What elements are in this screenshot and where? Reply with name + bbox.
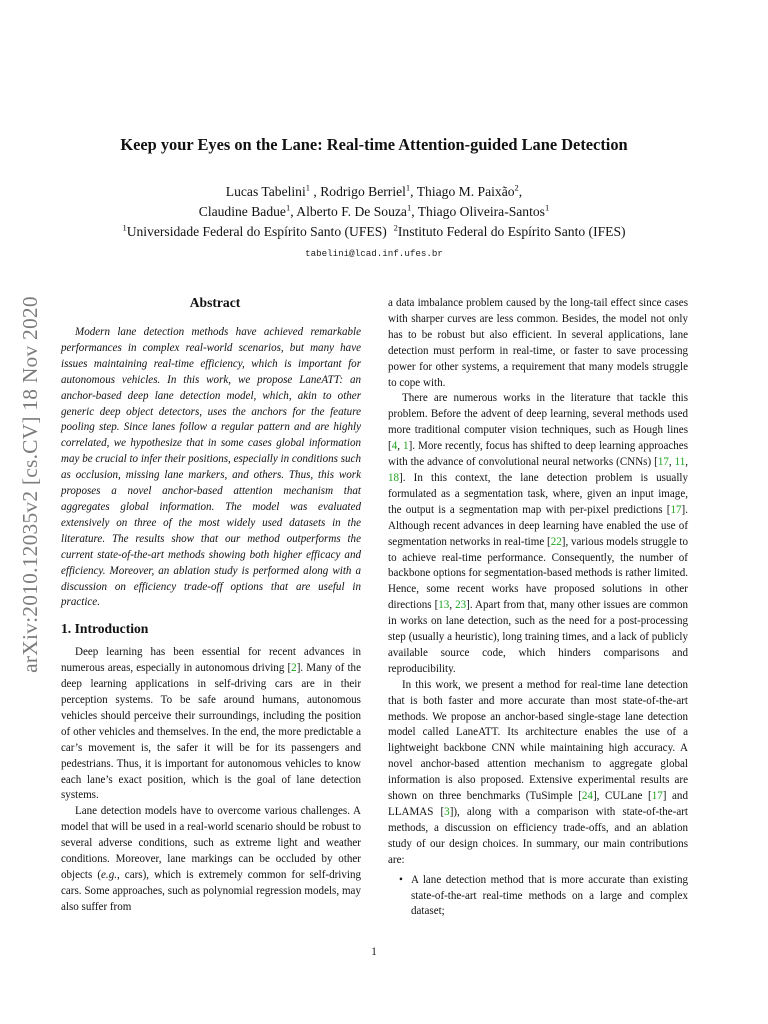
citation-link[interactable]: 17 (657, 456, 669, 469)
author-separator: , (290, 204, 297, 219)
affiliation-mark: 1 (285, 202, 291, 213)
citation-link[interactable]: 24 (581, 790, 593, 803)
right-column (388, 296, 688, 920)
contribution-item (388, 873, 688, 921)
intro-paragraph-3: a data imbalance problem caused by the long-tail effect since cases with sharper curves are less common. Besides, the model not only has to be robust but also efficient. In several applications, lane detection must perform in real-time, or faster to save processing power for other systems, a requirement that many models struggle to cope with. (388, 297, 688, 389)
intro-p2-text-a: Lane detection models have to overcome various challenges. A model that will be used in a real-world scenario should be robust to several adverse conditions, such as extreme light and weather conditions. Moreover, lane markings can be occluded by other objects ( (61, 805, 361, 881)
citation-link[interactable]: 4 (391, 440, 398, 453)
intro-p2-eg: e.g. (101, 869, 117, 881)
paper-title: Keep your Eyes on the Lane: Real-time Attention-guided Lane Detection (120, 135, 628, 154)
author-name: Rodrigo Berriel (320, 184, 406, 199)
author-email[interactable]: tabelini@lcad.inf.ufes.br (305, 248, 443, 259)
page-number: 1 (371, 946, 377, 958)
bullet-dot: • (399, 873, 403, 886)
contribution-text: A lane detection method that is more accurate than existing state-of-the-art real-time methods on a large and complex dataset; (411, 873, 688, 918)
citation-link[interactable]: 1 (403, 440, 409, 453)
intro-paragraph-5: In this work, we present a method for real-time lane detection that is both faster and more accurate than most state-of-the-art methods. We propose an anchor-based single-stage lane detection model called LaneATT. Its architecture enables the use of a lightweight backbone CNN while maintaining high accuracy. A novel anchor-based attention mechanism to aggregate global information is also proposed. Extensive experimental results are shown on three benchmarks (TuSimple [24], CULane [17] and LLAMAS [3]), along with a comparison with state-of-the-art methods, a discussion on efficiency trade-offs, and an ablation study of our design choices. In summary, our main contributions are: (388, 678, 688, 866)
author-block (60, 182, 688, 242)
arxiv-identifier-stamp (10, 272, 50, 696)
arxiv-id-text: arXiv:2010.12035v2 [cs.CV] 18 Nov 2020 (17, 295, 42, 673)
abstract-text: Modern lane detection methods have achieved remarkable performances in complex real-world scenarios, but many have issues maintaining real-time efficiency, which is important for autonomous vehicles. In this work, we propose LaneATT: an anchor-based deep lane detection model, which, akin to other generic deep object detectors, uses the anchors for the feature pooling step. Since lanes follow a regular pattern and are highly correlated, we hypothesize that in some cases global information may be crucial to infer their positions, especially in conditions such as occlusion, missing lane markers, and others. Thus, this work proposes a novel anchor-based attention mechanism that aggregates global information. The model was evaluated extensively on three of the most widely used datasets in the literature. The results show that our method outperforms the current state-of-the-art methods showing both higher efficacy and efficiency. Moreover, an ablation study is performed along with a discussion on efficiency trade-off options that are useful in practice. (61, 326, 361, 609)
contributions-list (388, 873, 688, 921)
abstract-heading: Abstract (189, 295, 241, 310)
citation-link[interactable]: 2 (291, 662, 297, 675)
affiliation-mark: 2 (393, 222, 398, 233)
citation-link[interactable]: 22 (550, 535, 562, 548)
affiliation-mark: 2 (514, 182, 519, 193)
affiliation-mark: 1 (405, 182, 411, 193)
citation-link[interactable]: 18 (388, 471, 400, 484)
author-name: Claudine Badue (198, 204, 286, 219)
section-heading-introduction: 1. Introduction (61, 621, 149, 637)
author-name: Thiago Oliveira-Santos (417, 204, 545, 219)
left-column (61, 294, 361, 916)
citation-link[interactable]: 23 (455, 599, 467, 612)
citation-link[interactable]: 17 (651, 790, 663, 803)
intro-p2-text-b: , cars), which is extremely common for self-driving cars. Some approaches, such as polynomial regression models, may also suffer from (61, 869, 361, 913)
affiliation-line (60, 222, 688, 242)
citation-link[interactable]: 17 (670, 503, 682, 516)
citation-link[interactable]: 13 (438, 599, 450, 612)
intro-paragraph-2 (61, 804, 361, 915)
author-name: Lucas Tabelini (225, 184, 306, 199)
affiliation-mark: 1 (122, 222, 127, 233)
affiliation-text: Universidade Federal do Espírito Santo (UFES) (126, 224, 387, 239)
author-line-2 (60, 202, 688, 222)
intro-paragraph-4: There are numerous works in the literature that tackle this problem. Before the advent of deep learning, several methods used more traditional computer vision techniques, such as Hough lines [4, 1]. More recently, focus has shifted to deep learning approaches with the advance of convolutional neural networks (CNNs) [17, 11, 18]. In this context, the lane detection problem is usually formulated as a segmentation task, where, given an input image, the output is a segmentation map with per-pixel predictions [17]. Although recent advances in deep learning have enabled the use of segmentation networks in real-time [22], various models struggle to to achieve real-time performance. Consequently, the number of backbone options for segmentation-based methods is rather limited. Hence, some recent works have proposed solutions in other directions [13, 23]. Apart from that, many other issues are common in works on lane detection, such as the need for a post-processing step (usually a heuristic), long training times, and a lack of publicly available source code, which hinders comparisons and reproducibility. (388, 392, 688, 675)
affiliation-mark: 1 (544, 202, 550, 213)
affiliation-text: Instituto Federal do Espírito Santo (IFES) (397, 224, 626, 239)
affiliation-mark: 1 (305, 182, 311, 193)
affiliation-mark: 1 (406, 202, 412, 213)
author-name: Alberto F. De Souza (296, 204, 407, 219)
author-separator: , (411, 204, 418, 219)
author-separator: , (410, 184, 417, 199)
citation-link[interactable]: 3 (444, 806, 450, 818)
author-separator: , (310, 184, 321, 199)
author-name: Thiago M. Paixão (416, 184, 515, 199)
intro-paragraph-1: Deep learning has been essential for recent advances in numerous areas, especially in autonomous driving [2]. Many of the deep learning applications in self-driving cars are in their perception systems. To be safe around humans, autonomous vehicles should perceive their surroundings, including the position of other vehicles and themselves. In the end, the more predictable a car’s movement is, the safer it will be for its passengers and pedestrians. Thus, it is important for autonomous vehicles to know each lane’s exact position, which is the goal of lane detection systems. (61, 646, 361, 802)
citation-link[interactable]: 11 (674, 456, 686, 469)
author-line-1 (60, 182, 688, 202)
author-separator: , (518, 184, 523, 199)
